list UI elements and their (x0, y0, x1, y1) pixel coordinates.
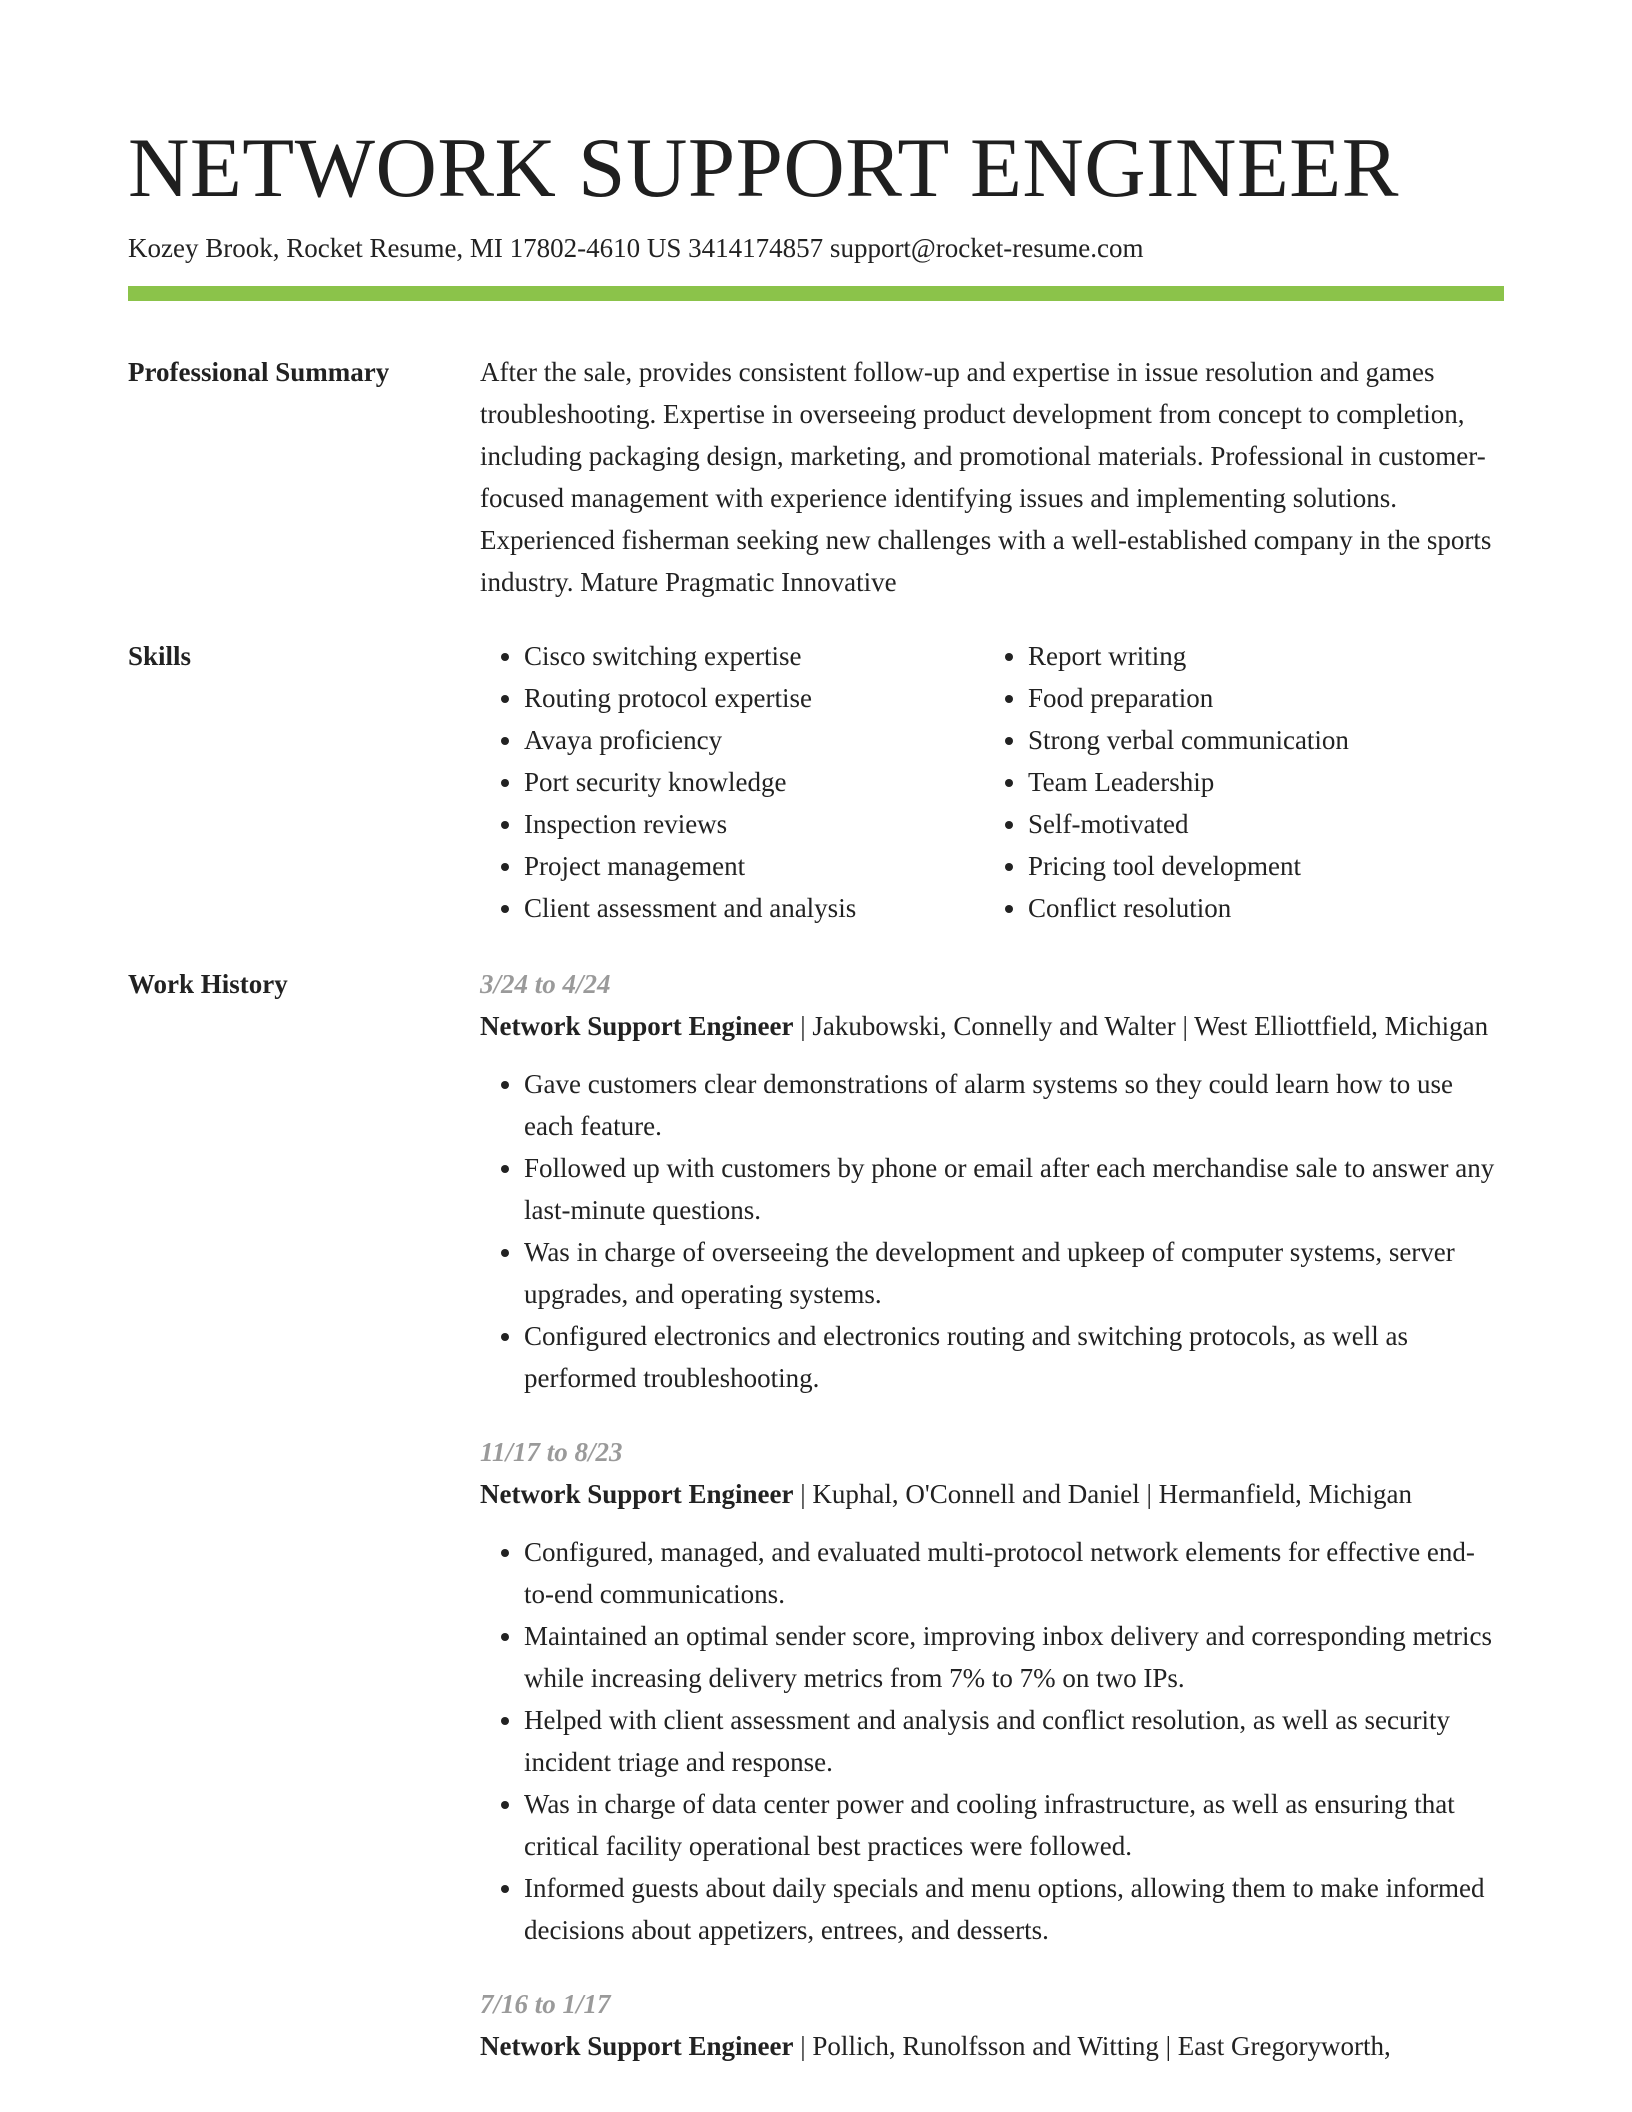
job-title: Network Support Engineer (480, 1479, 794, 1509)
job-bullets (480, 1531, 1504, 1951)
skill-item: • Report writing (1028, 635, 1349, 677)
summary-text: After the sale, provides consistent follow-up and expertise in issue resolution and games troubleshooting. Expertise in overseeing product development from concept to completion, including packaging design, marketing, and promotional materials. Professional in customer-focused management with experience identifying issues and implementing solutions. Experienced fisherman seeking new challenges with a well-established company in the sports industry. Mature Pragmatic Innovative (480, 357, 1492, 597)
section-label-work: Work History (128, 969, 288, 999)
job-bullet: • Was in charge of overseeing the development and upkeep of computer systems, server upgrades, and operating systems. (524, 1231, 1504, 1315)
skill-item: • Avaya proficiency (524, 719, 984, 761)
resume-page (128, 118, 1504, 2067)
job-dates: 3/24 to 4/24 (480, 969, 611, 999)
skill-item: • Routing protocol expertise (524, 677, 984, 719)
job-title: Network Support Engineer (480, 2031, 794, 2061)
job-title: Network Support Engineer (480, 1011, 794, 1041)
skill-item: • Conflict resolution (1028, 887, 1349, 929)
skill-item: • Team Leadership (1028, 761, 1349, 803)
professional-summary-section (128, 351, 1504, 603)
job-entry (480, 1431, 1504, 1951)
skill-item: • Client assessment and analysis (524, 887, 984, 929)
job-dates: 7/16 to 1/17 (480, 1989, 611, 2019)
skills-columns (480, 635, 1504, 929)
skill-item: • Project management (524, 845, 984, 887)
section-label-summary: Professional Summary (128, 357, 390, 387)
job-title-line (480, 1473, 1504, 1515)
job-bullet: • Was in charge of data center power and cooling infrastructure, as well as ensuring that critical facility operational best practices were followed. (524, 1783, 1504, 1867)
job-bullets (480, 1063, 1504, 1399)
job-bullet: • Informed guests about daily specials and menu options, allowing them to make informed decisions about appetizers, entrees, and desserts. (524, 1867, 1504, 1951)
skill-item: • Inspection reviews (524, 803, 984, 845)
job-bullet: • Followed up with customers by phone or email after each merchandise sale to answer any last-minute questions. (524, 1147, 1504, 1231)
job-bullet: • Maintained an optimal sender score, improving inbox delivery and corresponding metrics while increasing delivery metrics from 7% to 7% on two IPs. (524, 1615, 1504, 1699)
section-label-skills: Skills (128, 641, 192, 671)
skill-item: • Pricing tool development (1028, 845, 1349, 887)
job-employer: | Kuphal, O'Connell and Daniel | Hermanfield, Michigan (793, 1479, 1413, 1509)
job-title-line (480, 1005, 1504, 1047)
work-history-section (128, 963, 1504, 2067)
skill-item: • Strong verbal communication (1028, 719, 1349, 761)
skill-item: • Self-motivated (1028, 803, 1349, 845)
job-employer: | Pollich, Runolfsson and Witting | East Gregoryworth, (793, 2031, 1391, 2061)
job-entry (480, 963, 1504, 1399)
job-bullet: • Configured, managed, and evaluated multi-protocol network elements for effective end-to-end communications. (524, 1531, 1504, 1615)
resume-title: NETWORK SUPPORT ENGINEER (128, 121, 1399, 215)
accent-divider (128, 286, 1504, 301)
job-bullet: • Gave customers clear demonstrations of alarm systems so they could learn how to use each feature. (524, 1063, 1504, 1147)
skills-list-left (480, 635, 984, 929)
job-bullet: • Configured electronics and electronics routing and switching protocols, as well as performed troubleshooting. (524, 1315, 1504, 1399)
skill-item: • Port security knowledge (524, 761, 984, 803)
contact-info: Kozey Brook, Rocket Resume, MI 17802-4610 US 3414174857 support@rocket-resume.com (128, 233, 1144, 263)
skill-item: • Food preparation (1028, 677, 1349, 719)
work-history-body (480, 963, 1504, 2067)
job-dates: 11/17 to 8/23 (480, 1437, 623, 1467)
job-bullet: • Helped with client assessment and analysis and conflict resolution, as well as security incident triage and response. (524, 1699, 1504, 1783)
skills-list-right (984, 635, 1349, 929)
skill-item: • Cisco switching expertise (524, 635, 984, 677)
job-entry (480, 1983, 1504, 2067)
job-title-line (480, 2025, 1504, 2067)
skills-section (128, 635, 1504, 929)
job-employer: | Jakubowski, Connelly and Walter | West Elliottfield, Michigan (793, 1011, 1489, 1041)
